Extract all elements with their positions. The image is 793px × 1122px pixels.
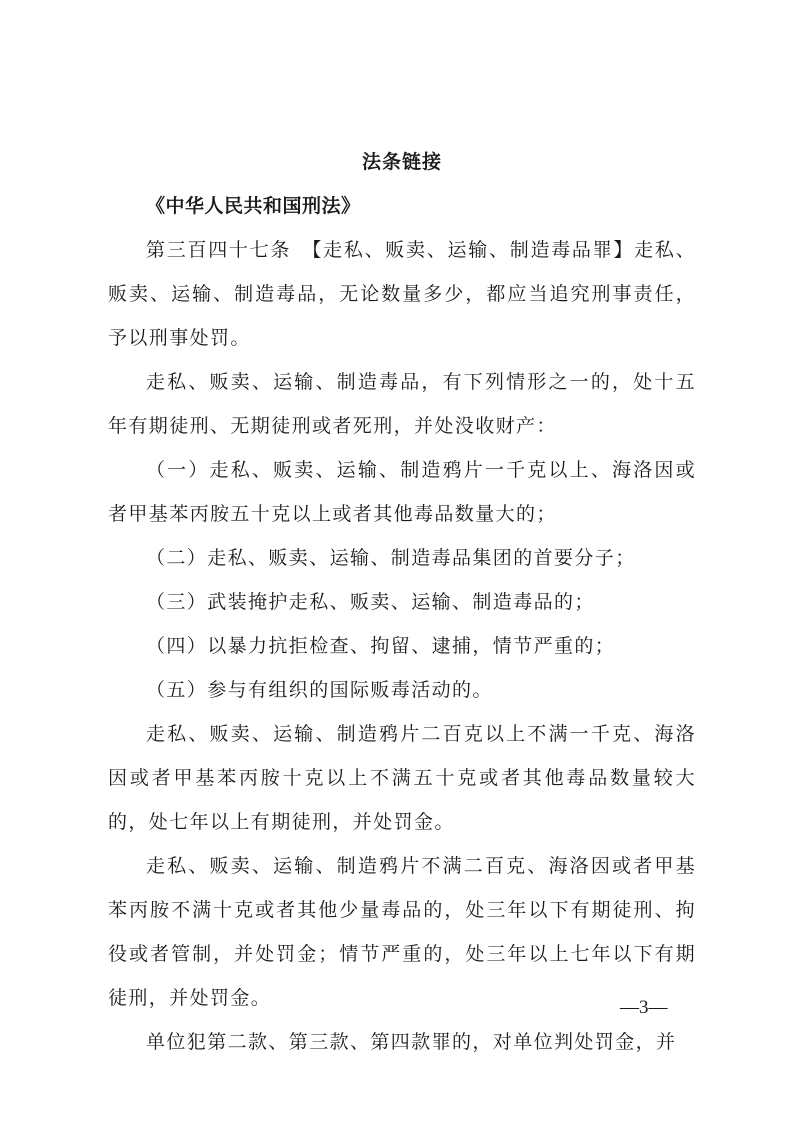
section-heading: 法条链接 bbox=[361, 151, 442, 173]
article-paragraph: 走私、贩卖、运输、制造毒品，有下列情形之一的，处十五年有期徒刑、无期徒刑或者死刑，并处没收财产： bbox=[108, 371, 696, 437]
article-item: （四）以暴力抗拒检查、拘留、逮捕，情节严重的； bbox=[146, 635, 616, 657]
document-page bbox=[108, 140, 696, 1064]
article-paragraph: 走私、贩卖、运输、制造鸦片二百克以上不满一千克、海洛因或者甲基苯丙胺十克以上不满五十克或者其他毒品数量较大的，处七年以上有期徒刑，并处罚金。 bbox=[108, 723, 696, 833]
page-number: —3— bbox=[620, 997, 668, 1018]
article-item: （一）走私、贩卖、运输、制造鸦片一千克以上、海洛因或者甲基苯丙胺五十克以上或者其他毒品数量大的； bbox=[108, 459, 696, 525]
article-paragraph: 单位犯第二款、第三款、第四款罪的，对单位判处罚金，并 bbox=[146, 1031, 677, 1053]
article-item: （二）走私、贩卖、运输、制造毒品集团的首要分子； bbox=[146, 547, 636, 569]
article-item: （三）武装掩护走私、贩卖、运输、制造毒品的； bbox=[146, 591, 595, 613]
article-item: （五）参与有组织的国际贩毒活动的。 bbox=[146, 679, 493, 701]
law-title: 《中华人民共和国刑法》 bbox=[146, 195, 361, 217]
article-paragraph: 走私、贩卖、运输、制造鸦片不满二百克、海洛因或者甲基苯丙胺不满十克或者其他少量毒品的，处三年以下有期徒刑、拘役或者管制，并处罚金；情节严重的，处三年以上七年以下有期徒刑，并处罚金。 bbox=[108, 855, 696, 1009]
article-paragraph: 第三百四十七条 【走私、贩卖、运输、制造毒品罪】走私、贩卖、运输、制造毒品，无论数量多少，都应当追究刑事责任，予以刑事处罚。 bbox=[108, 239, 696, 349]
